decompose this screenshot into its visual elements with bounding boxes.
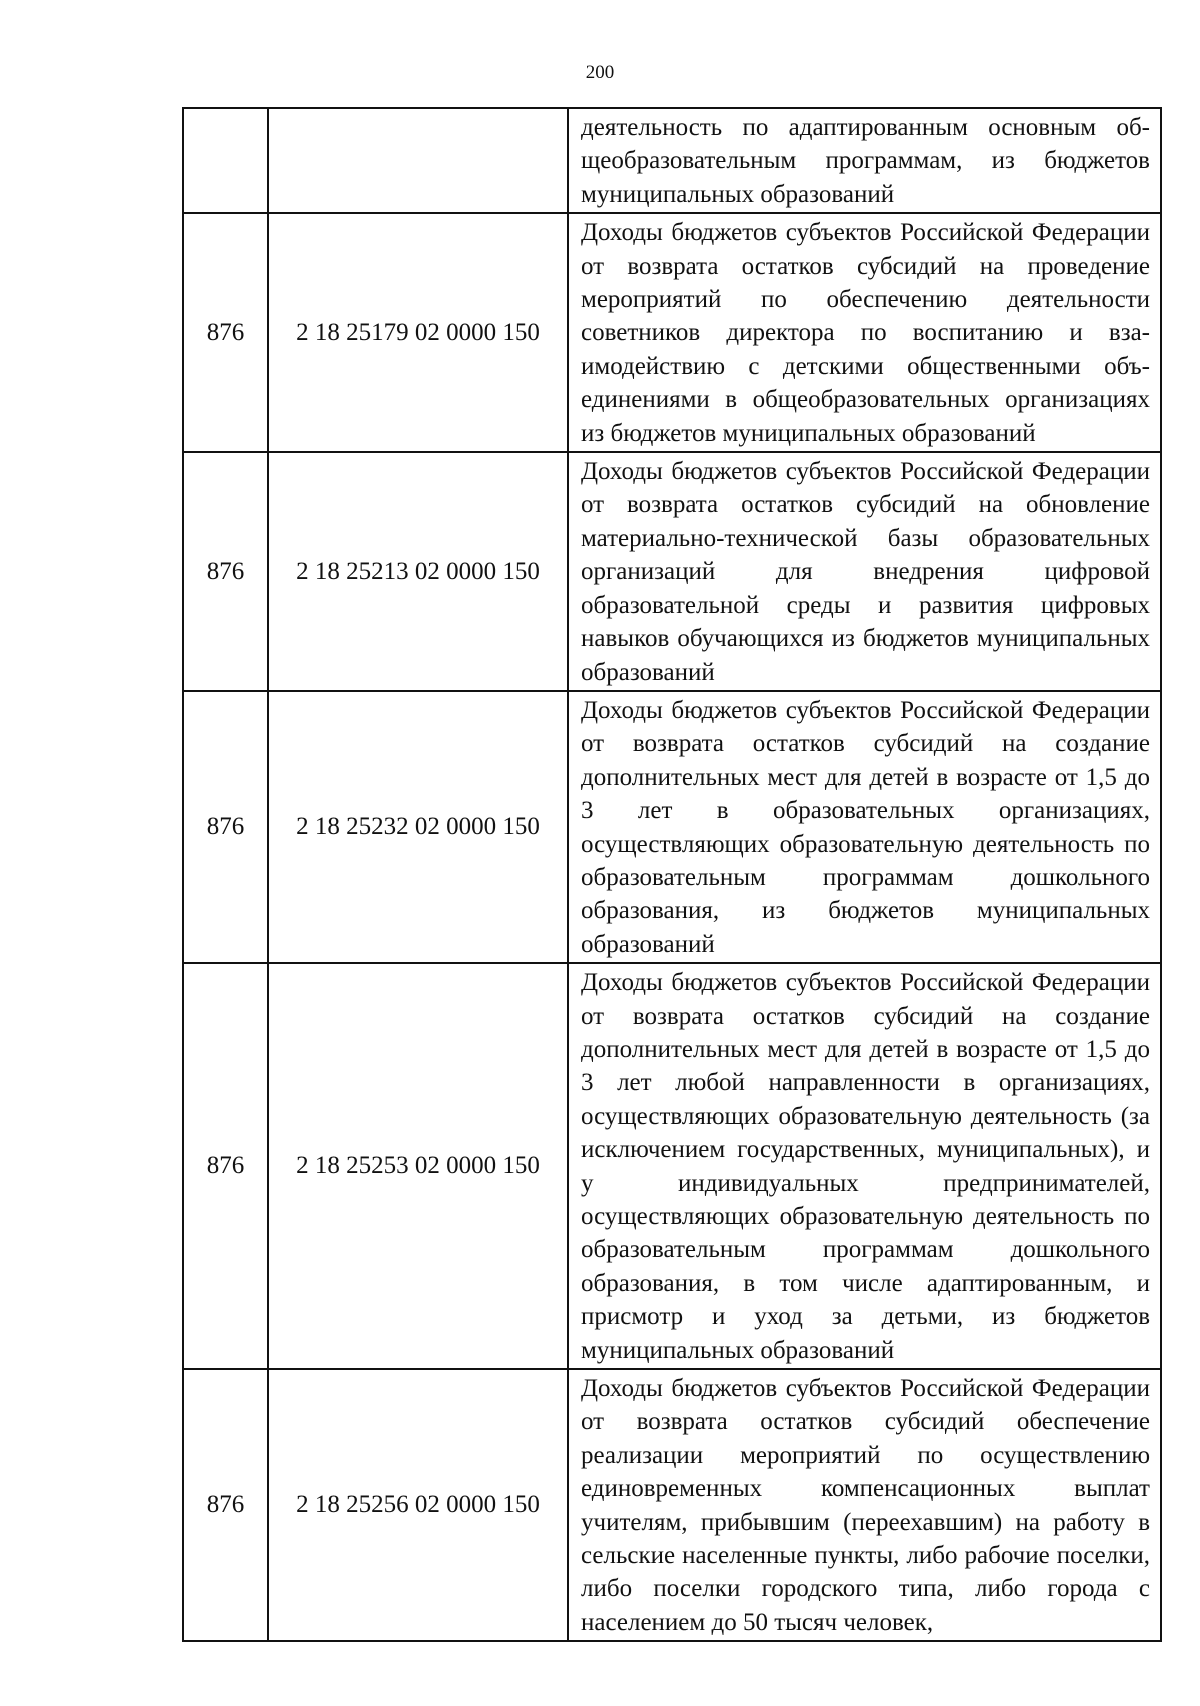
kbk-code-cell: 2 18 25213 02 0000 150 <box>268 452 568 691</box>
admin-code-cell: 876 <box>183 213 268 452</box>
table-row <box>183 108 1161 213</box>
income-name-cell: Доходы бюджетов субъектов Российской Федерации от возврата остатков субсидий обеспечение реализации мероприятий по осуществлению единовременных компенсационных выплат учителям, прибывшим (переехавшим) на работу в сельские населенные пункты, либо рабочие поселки, либо поселки городского типа, либо города с населением до 50 тысяч человек, <box>568 1369 1161 1641</box>
kbk-code-cell: 2 18 25179 02 0000 150 <box>268 213 568 452</box>
table-row <box>183 213 1161 452</box>
admin-code-cell: 876 <box>183 691 268 963</box>
admin-code-cell: 876 <box>183 963 268 1369</box>
kbk-code-cell: 2 18 25253 02 0000 150 <box>268 963 568 1369</box>
kbk-code-cell: 2 18 25256 02 0000 150 <box>268 1369 568 1641</box>
kbk-code-cell: 2 18 25232 02 0000 150 <box>268 691 568 963</box>
income-name-cell: Доходы бюджетов субъектов Российской Федерации от возврата остатков субсидий на обновление материально-технической базы образовательных организаций для внедрения цифровой образовательной среды и развития цифровых навыков обучающихся из бюджетов муниципальных образований <box>568 452 1161 691</box>
income-name-cell: Доходы бюджетов субъектов Российской Федерации от возврата остатков субсидий на создание дополнительных мест для детей в возрасте от 1,5 до 3 лет в образовательных организациях, осуществляющих образовательную деятельность по образовательным программам дошкольного образования, из бюджетов муниципальных образований <box>568 691 1161 963</box>
income-name-cell: деятельность по адаптированным основным общеобразовательным программам, из бюджетов муниципальных образований <box>568 108 1161 213</box>
income-name-cell: Доходы бюджетов субъектов Российской Федерации от возврата остатков субсидий на проведение мероприятий по обеспечению деятельности советников директора по воспитанию и взаимодействию с детскими общественными объединениями в общеобразовательных организациях из бюджетов муниципальных образований <box>568 213 1161 452</box>
table-row <box>183 963 1161 1369</box>
admin-code-cell: 876 <box>183 1369 268 1641</box>
table-row <box>183 452 1161 691</box>
income-name-cell: Доходы бюджетов субъектов Российской Федерации от возврата остатков субсидий на создание дополнительных мест для детей в возрасте от 1,5 до 3 лет любой направленности в организациях, осуществляющих образовательную деятельность (за исключением государственных, муниципальных), и у индивидуальных предпринимателей, осуществляющих образовательную деятельность по образовательным программам дошкольного образования, в том числе адаптированным, и присмотр и уход за детьми, из бюджетов муниципальных образований <box>568 963 1161 1369</box>
admin-code-cell <box>183 108 268 213</box>
table-row <box>183 691 1161 963</box>
page-number: 200 <box>585 62 615 83</box>
kbk-code-cell <box>268 108 568 213</box>
admin-code-cell: 876 <box>183 452 268 691</box>
table-row <box>183 1369 1161 1641</box>
revenue-classification-table <box>182 107 1162 1642</box>
